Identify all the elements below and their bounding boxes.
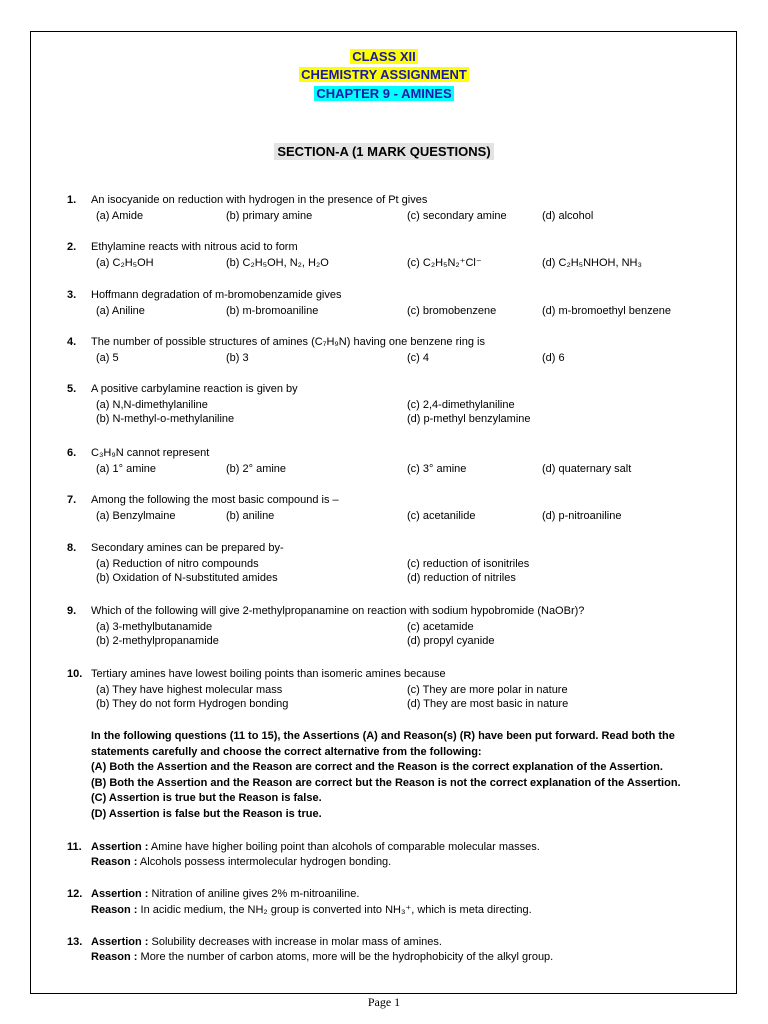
option-d: (d) They are most basic in nature [407,698,569,710]
text: 8. [67,542,77,554]
option-c: (c) acetamide [407,621,474,633]
option-a: (a) Reduction of nitro compounds [96,558,259,570]
text: A positive carbylamine reaction is given by [91,383,298,395]
option-a: (a) 5 [96,352,119,364]
text: Which of the following will give 2-methylpropanamine on reaction with sodium hypobromide (NaOBr)? [91,605,585,617]
reason-label: Reason : [91,856,138,868]
option-c: (c) bromobenzene [407,305,497,317]
option-a: (a) 3-methylbutanamide [96,621,213,633]
option-b: (b) C₂H₅OH, N₂, H₂O [226,257,329,269]
page-number: Page 1 [367,995,401,1009]
text: 6. [67,447,77,459]
assertion-text: Amine have higher boiling point than alcohols of comparable molecular masses. [148,841,540,853]
option-c: (c) 3° amine [407,463,467,475]
text: 4. [67,336,77,348]
option-b: (b) 3 [226,352,249,364]
header-assignment [0,67,768,83]
text [91,950,553,966]
text: CHEMISTRY ASSIGNMENT [301,67,467,82]
option-b: (b) m-bromoaniline [226,305,319,317]
text: C₃H₉N cannot represent [91,447,210,459]
reason-text: Alcohols possess intermolecular hydrogen bonding. [137,856,392,868]
option-c: (c) 4 [407,352,429,364]
text: An isocyanide on reduction with hydrogen in the presence of Pt gives [91,194,428,206]
header-chapter [0,86,768,102]
option-d: (d) propyl cyanide [407,635,495,647]
text [91,903,532,919]
option-a: (a) N,N-dimethylaniline [96,399,208,411]
option-d: (d) alcohol [542,210,594,222]
text: Among the following the most basic compound is – [91,494,339,506]
option-a: (a) They have highest molecular mass [96,684,283,696]
assertion-instructions [91,729,731,822]
option-d: (d) reduction of nitriles [407,572,516,584]
option-d: (d) quaternary salt [542,463,632,475]
option-a: (a) Aniline [96,305,145,317]
text: 1. [67,194,77,206]
option-d: (d) m-bromoethyl benzene [542,305,672,317]
option-a: (a) Amide [96,210,144,222]
text: Ethylamine reacts with nitrous acid to form [91,241,298,253]
option-d: (d) p-methyl benzylamine [407,413,531,425]
text: 5. [67,383,77,395]
text: Tertiary amines have lowest boiling points than isomeric amines because [91,668,446,680]
option-a: (a) Benzylmaine [96,510,176,522]
reason-label: Reason : [91,904,138,916]
text: Secondary amines can be prepared by- [91,542,284,554]
option-d: (d) 6 [542,352,565,364]
text: 10. [67,668,83,680]
text: 13. [67,936,83,948]
instruction-intro: In the following questions (11 to 15), the Assertions (A) and Reason(s) (R) have been put forward. Read both the statements carefully and choose the correct alternative from the following: [91,730,675,758]
text: 11. [67,841,82,853]
option-d: (d) p-nitroaniline [542,510,622,522]
reason-label: Reason : [91,951,138,963]
text: Hoffmann degradation of m-bromobenzamide gives [91,289,342,301]
text: The number of possible structures of amines (C₇H₉N) having one benzene ring is [91,336,485,348]
reason-text: In acidic medium, the NH₂ group is converted into NH₃⁺, which is meta directing. [137,904,532,916]
option-c: (c) C₂H₅N₂⁺Cl⁻ [407,257,482,269]
option-d: (d) C₂H₅NHOH, NH₃ [542,257,642,269]
section-title [0,143,768,161]
option-b: (b) 2-methylpropanamide [96,635,219,647]
option-b: (b) Oxidation of N-substituted amides [96,572,278,584]
instruction-c: (C) Assertion is true but the Reason is false. [91,792,322,804]
text: 9. [67,605,77,617]
reason-text: More the number of carbon atoms, more will be the hydrophobicity of the alkyl group. [137,951,554,963]
option-c: (c) secondary amine [407,210,507,222]
option-b: (b) They do not form Hydrogen bonding [96,698,289,710]
text: CLASS XII [352,49,416,64]
option-a: (a) 1° amine [96,463,157,475]
text: 7. [67,494,77,506]
instruction-d: (D) Assertion is false but the Reason is true. [91,807,322,820]
text [91,935,442,951]
text: CHAPTER 9 - AMINES [316,86,452,101]
text: 2. [67,241,77,253]
text [91,887,359,903]
assertion-text: Nitration of aniline gives 2% m-nitroaniline. [148,888,360,900]
assertion-label: Assertion : [91,841,149,853]
assertion-text: Solubility decreases with increase in molar mass of amines. [148,936,442,948]
option-c: (c) 2,4-dimethylaniline [407,399,515,411]
option-c: (c) acetanilide [407,510,476,522]
option-b: (b) primary amine [226,210,313,222]
instruction-b: (B) Both the Assertion and the Reason are correct but the Reason is not the correct explanation of the Assertion. [91,776,681,789]
text [91,840,540,856]
header-class [0,49,768,65]
option-b: (b) aniline [226,510,275,522]
option-c: (c) reduction of isonitriles [407,558,530,570]
option-b: (b) N-methyl-o-methylaniline [96,413,235,425]
text: 12. [67,888,83,900]
option-b: (b) 2° amine [226,463,287,475]
assertion-label: Assertion : [91,936,149,948]
instruction-a: (A) Both the Assertion and the Reason are correct and the Reason is the correct explanation of the Assertion. [91,761,663,773]
option-a: (a) C₂H₅OH [96,257,154,269]
text [91,855,391,871]
assertion-label: Assertion : [91,888,149,900]
option-c: (c) They are more polar in nature [407,684,568,696]
text: 3. [67,289,77,301]
text: SECTION-A (1 MARK QUESTIONS) [274,143,493,160]
